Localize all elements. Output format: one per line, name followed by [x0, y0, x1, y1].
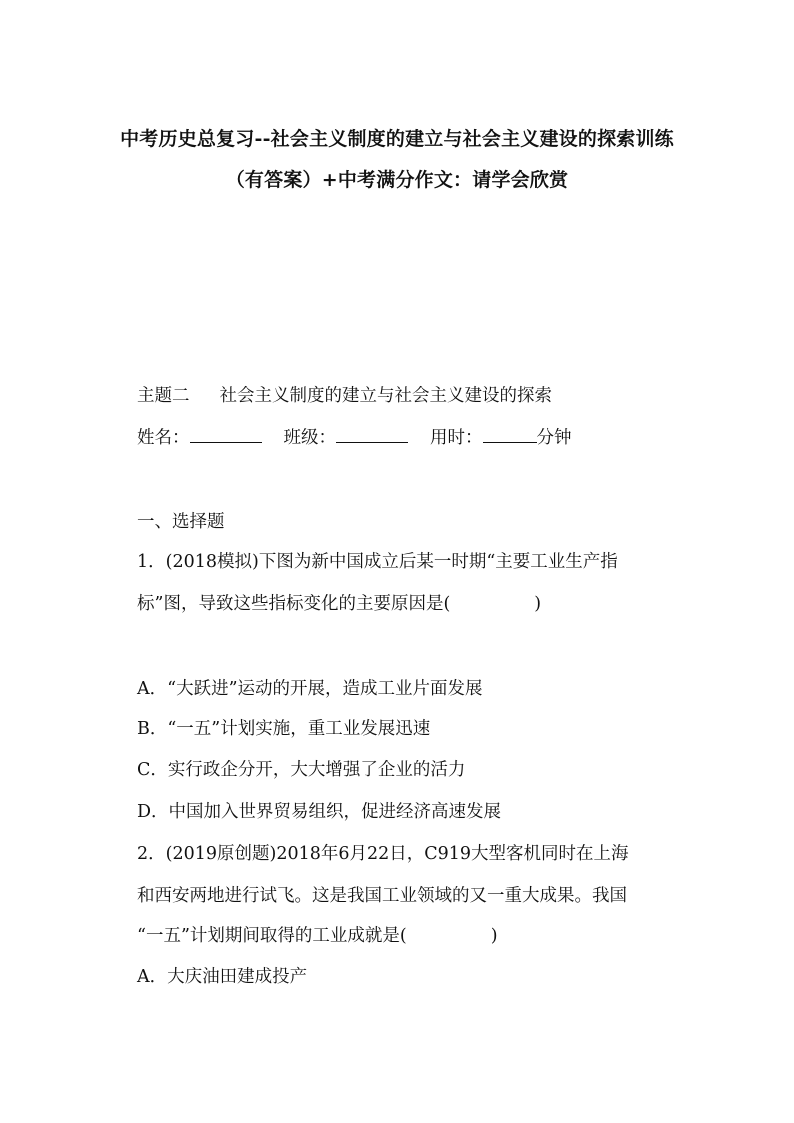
question-1-line-2	[137, 590, 541, 615]
question-1-option-c: C．实行政企分开，大大增强了企业的活力	[137, 760, 466, 780]
document-title-line-1: 中考历史总复习--社会主义制度的建立与社会主义建设的探索训练	[120, 128, 674, 150]
question-2-option-a: A．大庆油田建成投产	[137, 967, 308, 987]
topic-label: 主题二	[137, 386, 190, 406]
question-2-line-1: 2．(2019原创题)2018年6月22日，C919大型客机同时在上海	[137, 844, 629, 864]
topic-heading	[137, 382, 552, 407]
question-1-line-1: 1．(2018模拟)下图为新中国成立后某一时期“主要工业生产指	[137, 552, 618, 572]
time-unit: 分钟	[536, 428, 572, 448]
question-1-line-2-text: 标”图，导致这些指标变化的主要原因是(	[137, 594, 451, 614]
name-label: 姓名：	[137, 428, 190, 448]
question-1-option-a: A．“大跃进”运动的开展，造成工业片面发展	[137, 679, 483, 699]
name-blank[interactable]	[190, 424, 262, 443]
question-2-line-3	[137, 922, 498, 947]
document-title-line-2: （有答案）+中考满分作文：请学会欣赏	[225, 169, 569, 191]
question-2-close-paren: )	[490, 926, 498, 946]
question-2-line-3-text: “一五”计划期间取得的工业成就是(	[137, 926, 407, 946]
section-heading: 一、选择题	[137, 512, 225, 532]
question-1-close-paren: )	[534, 594, 542, 614]
class-label: 班级：	[283, 428, 336, 448]
question-1-option-b: B．“一五”计划实施，重工业发展迅速	[137, 719, 431, 739]
student-info-row	[137, 424, 572, 449]
time-blank[interactable]	[483, 424, 537, 443]
question-2-line-2: 和西安两地进行试飞。这是我国工业领域的又一重大成果。我国	[137, 886, 627, 906]
topic-text: 社会主义制度的建立与社会主义建设的探索	[219, 386, 552, 406]
class-blank[interactable]	[336, 424, 408, 443]
question-1-option-d: D．中国加入世界贸易组织，促进经济高速发展	[137, 802, 502, 822]
time-label: 用时：	[430, 428, 483, 448]
